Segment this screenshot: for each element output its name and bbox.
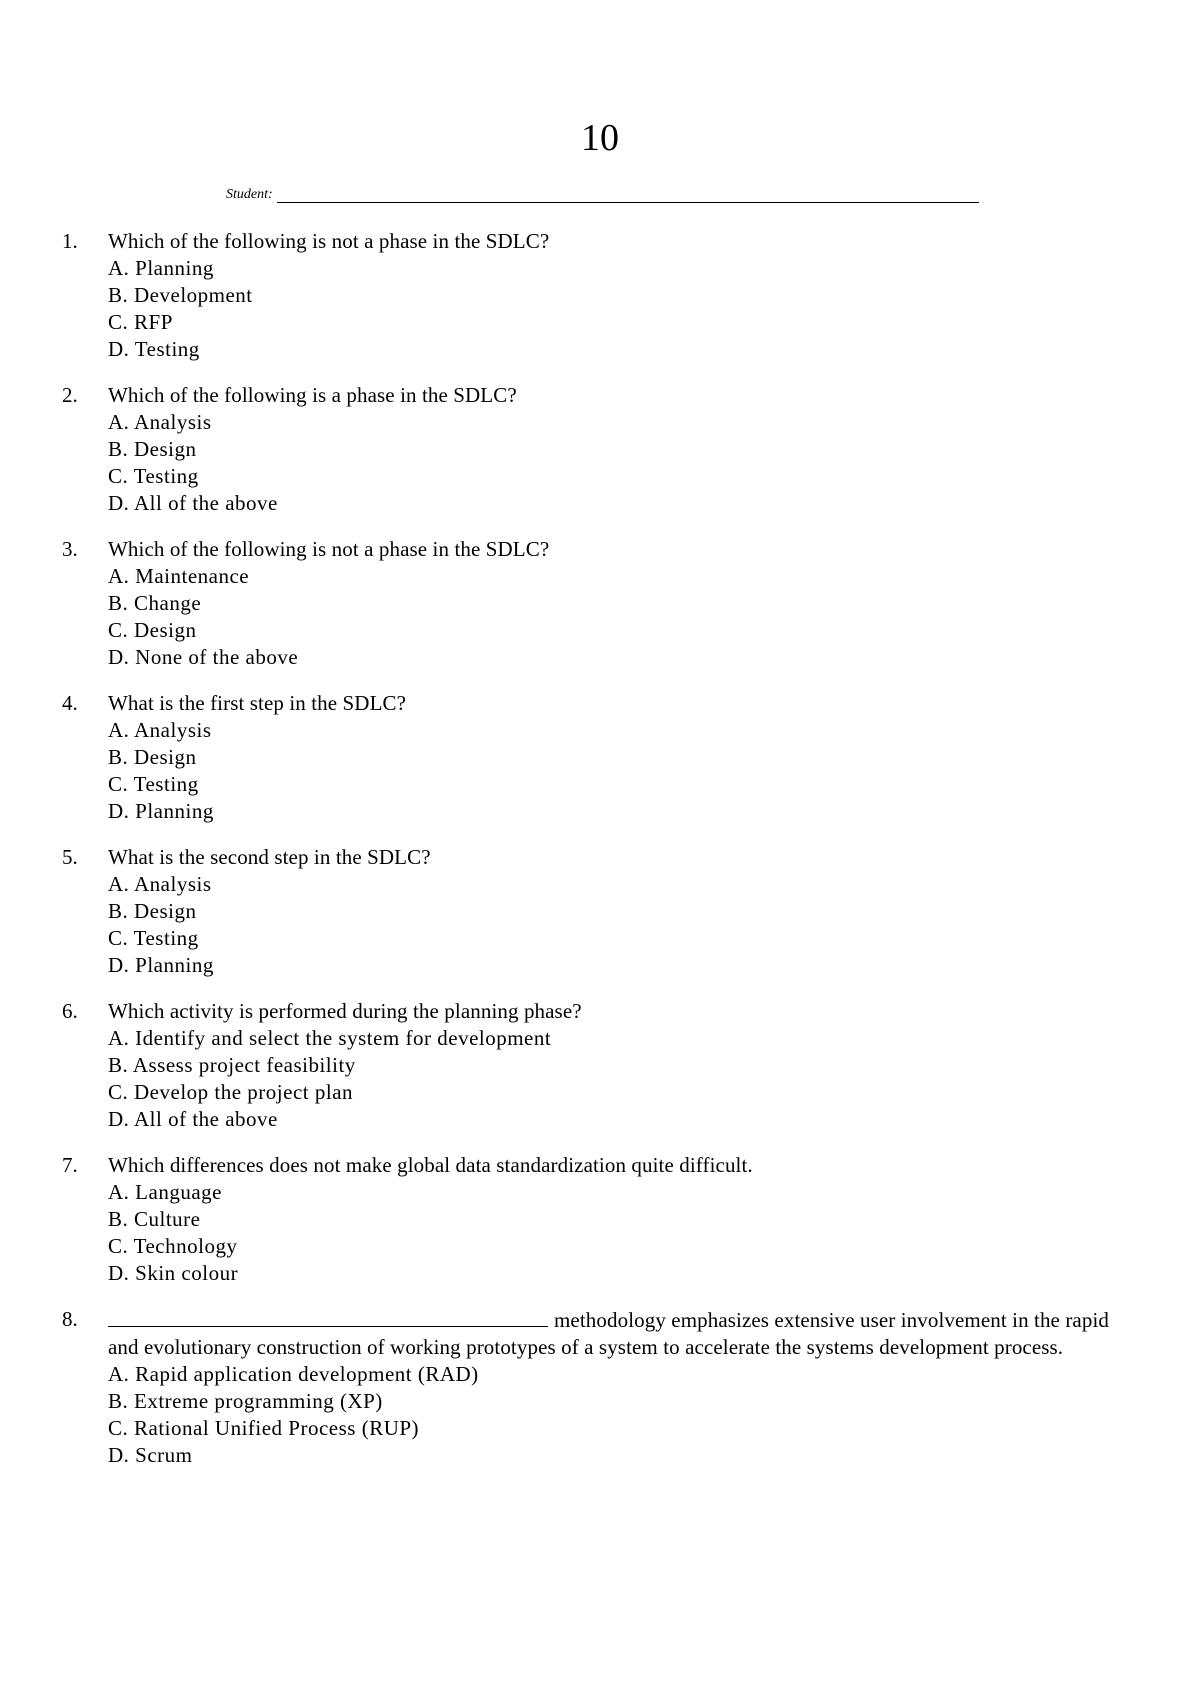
answer-option: D. Planning [108,953,214,977]
question-number: 3. [62,537,78,561]
answer-option: D. All of the above [108,491,278,515]
student-name-line [226,186,979,203]
question-item [62,690,1122,825]
answer-option: A. Analysis [108,718,212,742]
question-body [108,228,1122,363]
question-number: 4. [62,691,78,715]
answer-option: B. Development [108,283,253,307]
answer-option: D. None of the above [108,645,299,669]
answer-option: B. Design [108,437,197,461]
question-text: What is the first step in the SDLC? [108,691,407,715]
question-number: 1. [62,229,78,253]
question-item [62,998,1122,1133]
question-body [108,844,1122,979]
question-item [62,1152,1122,1287]
question-text: What is the second step in the SDLC? [108,845,431,869]
question-number: 8. [62,1307,78,1331]
question-item [62,228,1122,363]
question-text-with-blank [108,1306,1122,1361]
question-text: Which differences does not make global data standardization quite difficult. [108,1153,753,1177]
question-body [108,1306,1122,1469]
question-text: Which activity is performed during the planning phase? [108,999,582,1023]
answer-option: C. Technology [108,1234,238,1258]
answer-option: A. Language [108,1180,222,1204]
question-body [108,382,1122,517]
answer-option: A. Rapid application development (RAD) [108,1362,479,1386]
question-body [108,1152,1122,1287]
answer-option: D. All of the above [108,1107,278,1131]
answer-option: C. Testing [108,772,199,796]
answer-option: A. Analysis [108,410,212,434]
question-number: 5. [62,845,78,869]
question-text: Which of the following is a phase in the SDLC? [108,383,517,407]
answer-option: D. Testing [108,337,200,361]
question-list [62,228,1122,1488]
answer-option: B. Extreme programming (XP) [108,1389,383,1413]
answer-option: B. Culture [108,1207,201,1231]
answer-option: B. Design [108,899,197,923]
question-body [108,998,1122,1133]
question-body [108,536,1122,671]
answer-option: C. Testing [108,926,199,950]
answer-option: C. Rational Unified Process (RUP) [108,1416,420,1440]
answer-option: C. RFP [108,310,173,334]
answer-option: B. Design [108,745,197,769]
answer-option: D. Planning [108,799,214,823]
answer-option: A. Analysis [108,872,212,896]
page-number: 10 [581,117,619,159]
question-number: 2. [62,383,78,407]
answer-option: A. Planning [108,256,214,280]
answer-option: C. Design [108,618,197,642]
student-name-blank [277,186,979,203]
answer-option: C. Develop the project plan [108,1080,354,1104]
answer-option: A. Identify and select the system for development [108,1026,552,1050]
answer-option: B. Change [108,591,202,615]
answer-option: C. Testing [108,464,199,488]
question-text: Which of the following is not a phase in the SDLC? [108,229,550,253]
question-text: Which of the following is not a phase in the SDLC? [108,537,550,561]
question-number: 6. [62,999,78,1023]
answer-option: D. Scrum [108,1443,193,1467]
question-item [62,382,1122,517]
question-item [62,844,1122,979]
question-number: 7. [62,1153,78,1177]
question-item [62,1306,1122,1469]
student-label: Student: [226,187,273,202]
answer-option: B. Assess project feasibility [108,1053,356,1077]
question-item [62,536,1122,671]
answer-option: D. Skin colour [108,1261,239,1285]
question-body [108,690,1122,825]
answer-option: A. Maintenance [108,564,250,588]
question-text: methodology emphasizes extensive user involvement in the rapid and evolutionary construction of working prototypes of a system to accelerate the systems development process. [108,1308,1109,1359]
fill-in-blank [108,1306,548,1327]
